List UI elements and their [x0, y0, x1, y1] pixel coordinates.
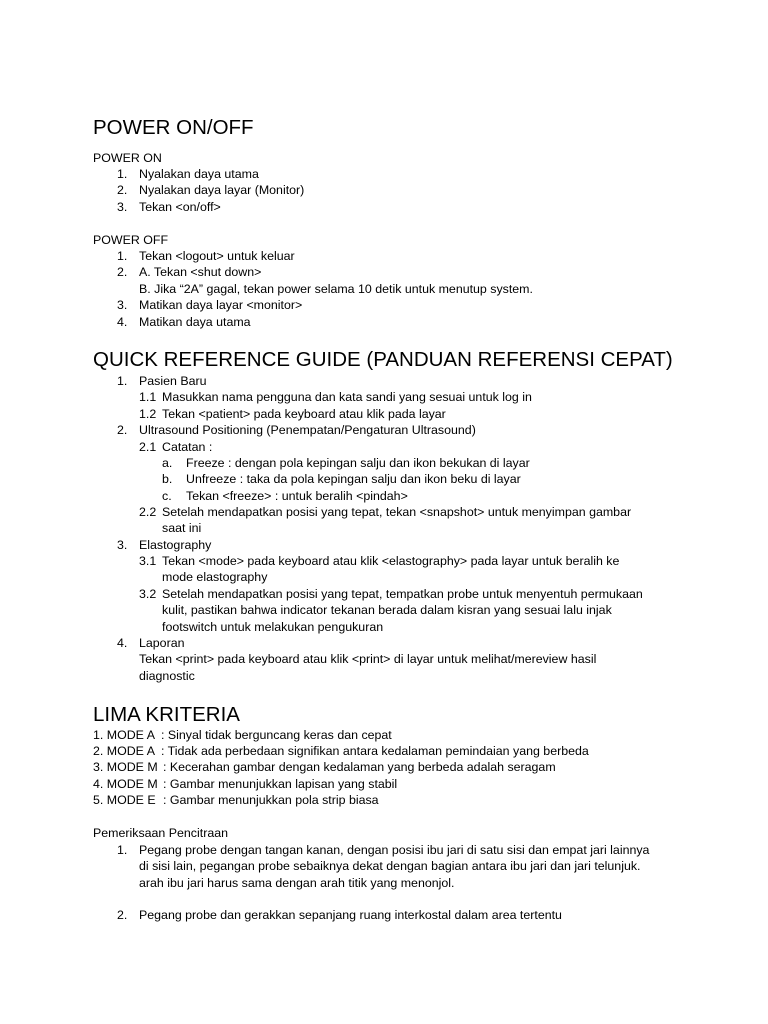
- imaging-item: di sisi lain, pegangan probe sebaiknya dekat dengan bagian antara ibu jari dan jari telunjuk.: [139, 859, 641, 873]
- criteria-mode-label: 1. MODE A: [93, 728, 155, 742]
- guide-subitem-num: 2.2: [139, 505, 157, 519]
- guide-subitem-num: 1.2: [139, 407, 157, 421]
- power-heading: POWER ON/OFF: [93, 116, 254, 139]
- guide-item-num: 1.: [117, 374, 128, 388]
- imaging-title: Pemeriksaan Pencitraan: [93, 826, 228, 840]
- power-on-step-num: 3.: [117, 200, 128, 214]
- power-off-step: A. Tekan <shut down>: [139, 265, 262, 279]
- guide-subitem-num: 3.2: [139, 587, 157, 601]
- power-off-step: Matikan daya utama: [139, 315, 251, 329]
- guide-subitem: saat ini: [162, 521, 202, 535]
- criteria-text: : Sinyal tidak berguncang keras dan cepat: [161, 728, 392, 742]
- guide-subitem-num: 2.1: [139, 440, 157, 454]
- power-on-step-num: 2.: [117, 183, 128, 197]
- guide-note-num: c.: [162, 489, 172, 503]
- power-off-step: B. Jika “2A” gagal, tekan power selama 10 detik untuk menutup system.: [139, 282, 533, 296]
- criteria-mode-label: 2. MODE A: [93, 744, 155, 758]
- power-on-step: Nyalakan daya utama: [139, 167, 259, 181]
- criteria-mode-label: 4. MODE M: [93, 777, 158, 791]
- guide-note: Freeze : dengan pola kepingan salju dan ikon bekukan di layar: [186, 456, 530, 470]
- guide-heading: QUICK REFERENCE GUIDE (PANDUAN REFERENSI CEPAT): [93, 348, 673, 371]
- guide-subitem: Tekan <mode> pada keyboard atau klik <elastography> pada layar untuk beralih ke: [162, 554, 620, 568]
- criteria-mode-label: 5. MODE E: [93, 793, 156, 807]
- imaging-item-num: 1.: [117, 843, 128, 857]
- imaging-item: Pegang probe dan gerakkan sepanjang ruang interkostal dalam area tertentu: [139, 908, 562, 922]
- imaging-item: arah ibu jari harus sama dengan arah titik yang menonjol.: [139, 876, 455, 890]
- criteria-mode-label: 3. MODE M: [93, 760, 158, 774]
- guide-subitem: mode elastography: [162, 570, 268, 584]
- power-on-step: Nyalakan daya layar (Monitor): [139, 183, 305, 197]
- criteria-text: : Tidak ada perbedaan signifikan antara kedalaman pemindaian yang berbeda: [161, 744, 589, 758]
- guide-item: Elastography: [139, 538, 212, 552]
- guide-note-num: a.: [162, 456, 173, 470]
- guide-note-num: b.: [162, 472, 173, 486]
- guide-subitem: footswitch untuk melakukan pengukuran: [162, 620, 384, 634]
- power-off-step: Matikan daya layar <monitor>: [139, 298, 303, 312]
- guide-subitem: Tekan <patient> pada keyboard atau klik pada layar: [162, 407, 446, 421]
- guide-item-num: 4.: [117, 636, 128, 650]
- power-on-label: POWER ON: [93, 151, 162, 165]
- guide-item-body: Tekan <print> pada keyboard atau klik <print> di layar untuk melihat/mereview hasil: [139, 652, 597, 666]
- guide-subitem: Setelah mendapatkan posisi yang tepat, tekan <snapshot> untuk menyimpan gambar: [162, 505, 632, 519]
- imaging-item-num: 2.: [117, 908, 128, 922]
- guide-item-num: 3.: [117, 538, 128, 552]
- guide-note: Tekan <freeze> : untuk beralih <pindah>: [186, 489, 408, 503]
- power-off-label: POWER OFF: [93, 233, 169, 247]
- guide-item: Laporan: [139, 636, 185, 650]
- power-off-step-num: 4.: [117, 315, 128, 329]
- guide-item-body: diagnostic: [139, 669, 195, 683]
- guide-subitem-num: 3.1: [139, 554, 157, 568]
- power-on-step-num: 1.: [117, 167, 128, 181]
- imaging-item: Pegang probe dengan tangan kanan, dengan posisi ibu jari di satu sisi dan empat jari lainnya: [139, 843, 650, 857]
- guide-subitem: Masukkan nama pengguna dan kata sandi yang sesuai untuk log in: [162, 390, 532, 404]
- criteria-text: : Gambar menunjukkan pola strip biasa: [163, 793, 379, 807]
- guide-subitem: kulit, pastikan bahwa indicator tekanan berada dalam kisran yang sesuai lalu injak: [162, 603, 612, 617]
- guide-item-num: 2.: [117, 423, 128, 437]
- guide-subitem-num: 1.1: [139, 390, 157, 404]
- criteria-text: : Kecerahan gambar dengan kedalaman yang berbeda adalah seragam: [163, 760, 556, 774]
- power-off-step-num: 3.: [117, 298, 128, 312]
- power-off-step-num: 1.: [117, 249, 128, 263]
- criteria-text: : Gambar menunjukkan lapisan yang stabil: [163, 777, 398, 791]
- guide-note: Unfreeze : taka da pola kepingan salju dan ikon beku di layar: [186, 472, 521, 486]
- guide-subitem: Catatan :: [162, 440, 213, 454]
- power-off-step-num: 2.: [117, 265, 128, 279]
- guide-subitem: Setelah mendapatkan posisi yang tepat, tempatkan probe untuk menyentuh permukaan: [162, 587, 643, 601]
- power-off-step: Tekan <logout> untuk keluar: [139, 249, 295, 263]
- guide-item: Ultrasound Positioning (Penempatan/Pengaturan Ultrasound): [139, 423, 476, 437]
- guide-item: Pasien Baru: [139, 374, 207, 388]
- power-on-step: Tekan <on/off>: [139, 200, 221, 214]
- criteria-heading: LIMA KRITERIA: [93, 703, 240, 726]
